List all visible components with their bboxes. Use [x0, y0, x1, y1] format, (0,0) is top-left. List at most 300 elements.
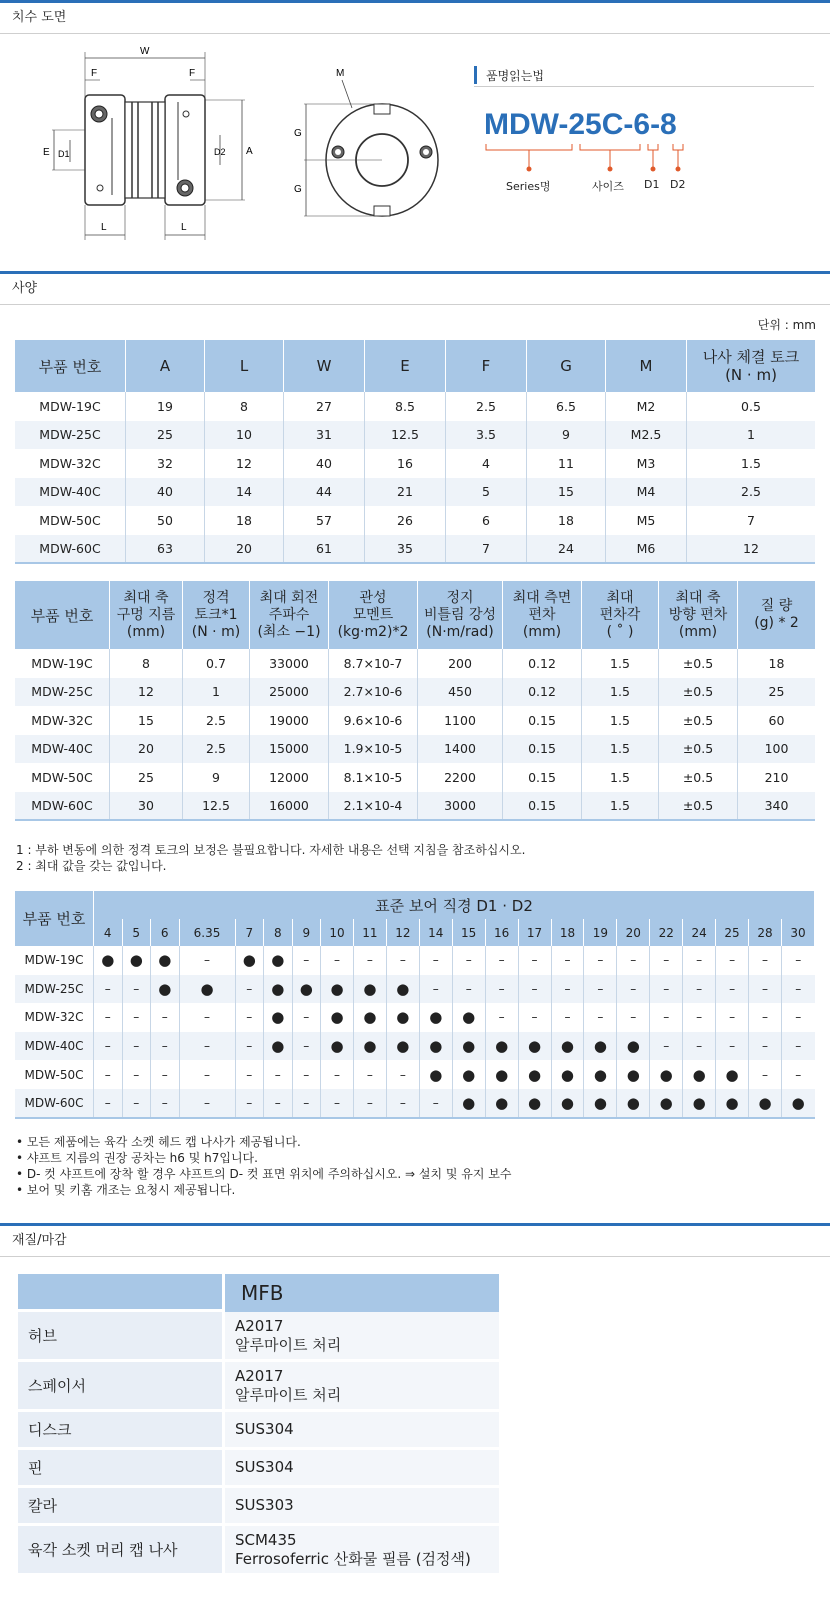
- table-cell: 1.5: [582, 792, 659, 821]
- dim-A: A: [246, 146, 253, 157]
- dim-D2: D2: [214, 147, 226, 157]
- material-row: [18, 1312, 499, 1362]
- table-cell: 63: [126, 535, 205, 564]
- bore-availability-cell: ●: [264, 975, 293, 1004]
- part-code-markers: [474, 142, 814, 182]
- bore-size-header: 8: [264, 919, 293, 946]
- table-row: [15, 1060, 815, 1089]
- material-value: [225, 1526, 499, 1576]
- section-drawing-header: [0, 0, 830, 34]
- bore-availability-cell: –: [716, 946, 749, 975]
- col-header: 최대 회전 주파수 (최소 −1): [250, 581, 329, 649]
- note-item: • D- 컷 샤프트에 장착 할 경우 샤프트의 D- 컷 표면 위치에 주의하십시오. ⇒ 설치 및 유지 보수: [16, 1167, 512, 1181]
- bore-availability-cell: ●: [518, 1060, 551, 1089]
- bore-availability-cell: –: [235, 1032, 264, 1061]
- bore-size-header: 24: [683, 919, 716, 946]
- bore-size-header: 20: [617, 919, 650, 946]
- unit-label: 단위 : mm: [757, 318, 816, 332]
- table-cell: 9: [183, 763, 250, 792]
- table-cell: 2.5: [183, 735, 250, 764]
- bore-availability-cell: –: [94, 1032, 123, 1061]
- table-row: [15, 792, 815, 821]
- table-cell: 25: [126, 421, 205, 450]
- table-cell: 16: [365, 449, 446, 478]
- bore-availability-cell: –: [386, 946, 419, 975]
- table-cell: 2.5: [183, 706, 250, 735]
- dim-G-top: G: [294, 128, 302, 139]
- material-value: [225, 1362, 499, 1412]
- bore-availability-cell: –: [716, 1003, 749, 1032]
- table-cell: 340: [738, 792, 816, 821]
- bore-availability-cell: ●: [584, 1032, 617, 1061]
- dim-G-bottom: G: [294, 184, 302, 195]
- col-header: 나사 체결 토크 (N · m): [702, 348, 800, 384]
- table-row: [15, 706, 815, 735]
- col-header: 부품 번호: [15, 581, 110, 649]
- table-cell: ±0.5: [659, 792, 738, 821]
- material-value-line: A2017: [235, 1366, 284, 1385]
- table-cell: 8: [110, 649, 183, 678]
- bore-size-header: 9: [292, 919, 321, 946]
- table-row: [15, 392, 815, 421]
- table-cell: 16000: [250, 792, 329, 821]
- bore-availability-cell: ●: [179, 975, 235, 1004]
- bore-availability-cell: –: [264, 1060, 293, 1089]
- bore-availability-cell: ●: [452, 1060, 485, 1089]
- table-cell: 6: [446, 506, 527, 535]
- dim-L-right: L: [181, 222, 187, 233]
- part-number-cell: MDW-32C: [15, 1003, 94, 1032]
- bore-size-header: 18: [551, 919, 584, 946]
- table-cell: ±0.5: [659, 735, 738, 764]
- material-row: [18, 1362, 499, 1412]
- bore-size-header: 14: [419, 919, 452, 946]
- bore-availability-cell: –: [749, 1060, 782, 1089]
- table-cell: 1.5: [582, 763, 659, 792]
- bore-availability-cell: –: [419, 1089, 452, 1118]
- bore-availability-cell: –: [749, 946, 782, 975]
- bore-availability-cell: ●: [551, 1060, 584, 1089]
- table-row: [15, 946, 815, 975]
- bore-availability-cell: ●: [716, 1089, 749, 1118]
- bore-availability-cell: –: [386, 1060, 419, 1089]
- bore-availability-cell: ●: [650, 1060, 683, 1089]
- dim-M: M: [336, 68, 345, 79]
- table-row: [15, 975, 815, 1004]
- table-cell: 15000: [250, 735, 329, 764]
- bore-availability-cell: –: [716, 1032, 749, 1061]
- table-cell: 15: [110, 706, 183, 735]
- table-cell: ±0.5: [659, 763, 738, 792]
- bore-availability-cell: ●: [485, 1060, 518, 1089]
- notes-general: [16, 1134, 511, 1198]
- table-row: [15, 506, 815, 535]
- table-cell: 25: [110, 763, 183, 792]
- part-number-cell: MDW-50C: [15, 1060, 94, 1089]
- bore-availability-cell: –: [518, 975, 551, 1004]
- bore-availability-cell: ●: [419, 1032, 452, 1061]
- table-cell: 30: [110, 792, 183, 821]
- table-cell: 2.5: [446, 392, 527, 421]
- table-cell: 35: [365, 535, 446, 564]
- table-cell: 2.7×10-6: [329, 678, 418, 707]
- table-row: [15, 1089, 815, 1118]
- table-cell: 3.5: [446, 421, 527, 450]
- coupling-side-view-drawing: [40, 40, 270, 250]
- bore-availability-cell: ●: [235, 946, 264, 975]
- table-cell: 33000: [250, 649, 329, 678]
- bore-availability-cell: ●: [584, 1089, 617, 1118]
- table-cell: 200: [418, 649, 503, 678]
- bore-availability-cell: –: [781, 975, 814, 1004]
- table-cell: 9: [527, 421, 606, 450]
- bore-availability-cell: ●: [617, 1032, 650, 1061]
- material-row: [18, 1450, 499, 1488]
- material-value: [225, 1312, 499, 1362]
- bore-availability-cell: ●: [683, 1060, 716, 1089]
- bore-availability-cell: ●: [584, 1060, 617, 1089]
- bore-availability-cell: –: [551, 975, 584, 1004]
- table-cell: 19000: [250, 706, 329, 735]
- table-row: [15, 478, 815, 507]
- table-row: [15, 678, 815, 707]
- bore-availability-cell: –: [151, 1003, 180, 1032]
- performance-table: [15, 581, 815, 821]
- bore-availability-cell: –: [122, 1003, 151, 1032]
- bore-availability-cell: –: [94, 1060, 123, 1089]
- table-cell: 21: [365, 478, 446, 507]
- table-cell: 0.12: [503, 678, 582, 707]
- bore-availability-cell: ●: [518, 1032, 551, 1061]
- bore-availability-cell: –: [353, 946, 386, 975]
- table-cell: 40: [126, 478, 205, 507]
- bore-availability-cell: ●: [353, 1032, 386, 1061]
- material-label: 핀: [18, 1450, 222, 1488]
- bore-availability-cell: –: [419, 975, 452, 1004]
- bore-availability-cell: –: [235, 975, 264, 1004]
- material-label: 허브: [18, 1312, 222, 1362]
- table-cell: ±0.5: [659, 706, 738, 735]
- coupling-front-view-drawing: [290, 60, 460, 220]
- bore-availability-cell: ●: [518, 1089, 551, 1118]
- bore-availability-cell: –: [122, 1089, 151, 1118]
- material-header: MFB: [225, 1274, 499, 1312]
- bore-availability-cell: ●: [321, 1003, 354, 1032]
- bore-availability-cell: –: [650, 946, 683, 975]
- col-header: 정지 비틀림 강성 (N·m/rad): [418, 581, 503, 649]
- col-header: 관성 모멘트 (kg·m2)*2: [329, 581, 418, 649]
- material-row: [18, 1526, 499, 1576]
- bore-availability-cell: –: [151, 1032, 180, 1061]
- bore-availability-cell: ●: [617, 1060, 650, 1089]
- bore-size-header: 19: [584, 919, 617, 946]
- bore-size-header: 15: [452, 919, 485, 946]
- bore-availability-cell: ●: [749, 1089, 782, 1118]
- bore-availability-cell: ●: [292, 975, 321, 1004]
- section-material-header: [0, 1223, 830, 1257]
- bore-size-header: 6.35: [179, 919, 235, 946]
- bore-availability-cell: ●: [781, 1089, 814, 1118]
- table-row: [15, 1032, 815, 1061]
- bore-availability-cell: –: [551, 1003, 584, 1032]
- table-cell: 18: [205, 506, 284, 535]
- bore-availability-cell: –: [353, 1089, 386, 1118]
- table-row: [15, 735, 815, 764]
- table-cell: 3000: [418, 792, 503, 821]
- col-header: L: [205, 340, 284, 392]
- part-number-cell: MDW-19C: [15, 946, 94, 975]
- note-item: • 샤프트 지름의 권장 공차는 h6 및 h7입니다.: [16, 1151, 258, 1165]
- bore-size-header: 6: [151, 919, 180, 946]
- material-value: [225, 1412, 499, 1450]
- bore-availability-cell: –: [151, 1060, 180, 1089]
- table-cell: 15: [527, 478, 606, 507]
- material-value-line: SCM435: [235, 1530, 297, 1549]
- bore-availability-cell: –: [179, 1003, 235, 1032]
- table-row: [15, 1003, 815, 1032]
- table-cell: 14: [205, 478, 284, 507]
- table-row: [15, 449, 815, 478]
- table-cell: 0.15: [503, 763, 582, 792]
- bore-availability-cell: –: [749, 1003, 782, 1032]
- table-cell: 32: [126, 449, 205, 478]
- col-header: W: [284, 340, 365, 392]
- table-cell: MDW-19C: [15, 649, 110, 678]
- bore-availability-cell: –: [419, 946, 452, 975]
- bore-size-header: 30: [781, 919, 814, 946]
- table-cell: MDW-50C: [15, 763, 110, 792]
- bore-availability-cell: –: [321, 1060, 354, 1089]
- table-cell: MDW-60C: [15, 792, 110, 821]
- table-cell: 40: [284, 449, 365, 478]
- part-label-size: 사이즈: [592, 180, 624, 193]
- bore-availability-cell: –: [292, 1060, 321, 1089]
- bore-availability-cell: –: [235, 1089, 264, 1118]
- material-value: [225, 1488, 499, 1526]
- bore-availability-cell: –: [292, 1003, 321, 1032]
- table-cell: MDW-25C: [15, 421, 126, 450]
- bore-availability-cell: –: [179, 1032, 235, 1061]
- table-cell: 2.5: [687, 478, 816, 507]
- table-cell: 12: [110, 678, 183, 707]
- col-header: G: [527, 340, 606, 392]
- bore-availability-cell: –: [264, 1089, 293, 1118]
- table-header-row: [15, 340, 815, 392]
- table-row: [15, 421, 815, 450]
- table-cell: 26: [365, 506, 446, 535]
- table-cell: 11: [527, 449, 606, 478]
- table-cell: 25: [738, 678, 816, 707]
- material-value-line: A2017: [235, 1316, 284, 1335]
- table-cell: MDW-40C: [15, 735, 110, 764]
- bore-availability-cell: –: [650, 975, 683, 1004]
- table-cell: M6: [606, 535, 687, 564]
- dim-F-right: F: [189, 68, 196, 79]
- table-cell: 9.6×10-6: [329, 706, 418, 735]
- table-cell: 1.5: [582, 678, 659, 707]
- col-header: E: [365, 340, 446, 392]
- col-header: 부품 번호: [15, 891, 94, 946]
- table-cell: 50: [126, 506, 205, 535]
- table-cell: 12.5: [183, 792, 250, 821]
- table-header-row: [15, 581, 815, 649]
- bore-availability-cell: –: [452, 975, 485, 1004]
- bore-availability-cell: –: [584, 975, 617, 1004]
- table-cell: 100: [738, 735, 816, 764]
- material-table: [15, 1274, 502, 1576]
- section-title: 재질/마감: [12, 1233, 67, 1248]
- bore-size-header: 4: [94, 919, 123, 946]
- table-cell: 1.5: [582, 706, 659, 735]
- bore-availability-cell: –: [749, 1032, 782, 1061]
- table-cell: 2200: [418, 763, 503, 792]
- table-cell: 5: [446, 478, 527, 507]
- bore-availability-cell: –: [584, 946, 617, 975]
- table-cell: 0.12: [503, 649, 582, 678]
- dim-W: W: [140, 46, 150, 57]
- col-header: 부품 번호: [15, 340, 126, 392]
- table-cell: MDW-40C: [15, 478, 126, 507]
- table-cell: 57: [284, 506, 365, 535]
- table-cell: 44: [284, 478, 365, 507]
- table-cell: 60: [768, 712, 785, 728]
- footnote: 2 : 최대 값을 갖는 값입니다.: [16, 859, 167, 873]
- bore-availability-cell: –: [122, 975, 151, 1004]
- notes-footnotes: [16, 842, 525, 874]
- table-cell: 8.1×10-5: [329, 763, 418, 792]
- bore-availability-cell: –: [292, 1032, 321, 1061]
- material-value-line: SUS303: [235, 1496, 294, 1514]
- material-label: 육각 소켓 머리 캡 나사: [18, 1526, 222, 1576]
- bore-availability-cell: –: [292, 946, 321, 975]
- bore-availability-cell: –: [683, 975, 716, 1004]
- material-value: [225, 1450, 499, 1488]
- material-value-line: SUS304: [235, 1458, 294, 1476]
- table-row: [15, 649, 815, 678]
- bore-availability-cell: ●: [551, 1032, 584, 1061]
- part-label-d1: D1: [644, 178, 660, 191]
- bore-availability-cell: –: [781, 1032, 814, 1061]
- table-cell: 12: [205, 449, 284, 478]
- bore-availability-cell: –: [122, 1060, 151, 1089]
- bore-availability-cell: ●: [264, 946, 293, 975]
- part-number-cell: MDW-40C: [15, 1032, 94, 1061]
- table-cell: 18: [527, 506, 606, 535]
- col-header: M: [606, 340, 687, 392]
- table-cell: ±0.5: [659, 649, 738, 678]
- col-header: 최대 축 방향 편차 (mm): [659, 581, 738, 649]
- dim-D1: D1: [58, 149, 70, 159]
- bore-availability-cell: –: [179, 1089, 235, 1118]
- table-cell: 20: [205, 535, 284, 564]
- table-cell: 1.5: [582, 649, 659, 678]
- bore-availability-cell: –: [94, 1089, 123, 1118]
- table-cell: 0.5: [741, 398, 761, 414]
- bore-availability-cell: ●: [419, 1060, 452, 1089]
- material-row: [18, 1488, 499, 1526]
- bore-size-header: 16: [485, 919, 518, 946]
- bore-availability-cell: ●: [151, 946, 180, 975]
- bore-availability-cell: –: [518, 1003, 551, 1032]
- bore-availability-cell: –: [94, 1003, 123, 1032]
- table-cell: 20: [110, 735, 183, 764]
- table-cell: 1.5: [741, 455, 761, 471]
- dim-L-left: L: [101, 222, 107, 233]
- bore-size-header: 10: [321, 919, 354, 946]
- bore-availability-cell: ●: [386, 975, 419, 1004]
- bore-availability-cell: –: [795, 1067, 802, 1082]
- table-cell: MDW-60C: [15, 535, 126, 564]
- bore-availability-cell: ●: [264, 1003, 293, 1032]
- table-cell: 12000: [250, 763, 329, 792]
- material-row: [18, 1412, 499, 1450]
- bore-availability-cell: –: [485, 1003, 518, 1032]
- table-cell: MDW-25C: [15, 678, 110, 707]
- table-cell: 4: [446, 449, 527, 478]
- table-cell: M2: [606, 392, 687, 421]
- table-cell: 19: [126, 392, 205, 421]
- bore-availability-cell: ●: [386, 1003, 419, 1032]
- table-cell: M3: [606, 449, 687, 478]
- dim-E: E: [43, 147, 50, 158]
- bore-availability-cell: ●: [452, 1003, 485, 1032]
- bore-availability-cell: ●: [419, 1003, 452, 1032]
- dimension-table: [15, 340, 815, 564]
- part-number-cell: MDW-60C: [15, 1089, 94, 1118]
- bore-availability-cell: –: [551, 946, 584, 975]
- table-cell: 450: [418, 678, 503, 707]
- table-cell: 7: [747, 512, 755, 528]
- table-cell: 12.5: [365, 421, 446, 450]
- table-cell: 1.5: [582, 735, 659, 764]
- bore-availability-cell: ●: [551, 1089, 584, 1118]
- table-cell: 0.15: [503, 735, 582, 764]
- bore-availability-cell: ●: [353, 975, 386, 1004]
- bore-size-header: 5: [122, 919, 151, 946]
- bore-availability-cell: –: [386, 1089, 419, 1118]
- bore-availability-cell: –: [617, 975, 650, 1004]
- table-cell: 1: [183, 678, 250, 707]
- col-header: 최대 축 구멍 지름 (mm): [110, 581, 183, 649]
- bore-size-header: 11: [353, 919, 386, 946]
- bore-availability-cell: –: [617, 946, 650, 975]
- table-cell: 1.9×10-5: [329, 735, 418, 764]
- material-label: 디스크: [18, 1412, 222, 1450]
- bore-availability-cell: –: [122, 1032, 151, 1061]
- bore-availability-cell: ●: [452, 1032, 485, 1061]
- footnote: 1 : 부하 변동에 의한 정격 토크의 보정은 불필요합니다. 자세한 내용은 선택 지침을 참조하십시오.: [16, 843, 526, 857]
- bore-availability-cell: ●: [321, 975, 354, 1004]
- table-cell: 8: [205, 392, 284, 421]
- table-cell: M4: [606, 478, 687, 507]
- bore-availability-cell: ●: [650, 1089, 683, 1118]
- bore-availability-cell: ●: [617, 1089, 650, 1118]
- table-cell: 0.15: [503, 706, 582, 735]
- bore-availability-cell: –: [683, 946, 716, 975]
- part-label-d2: D2: [670, 178, 686, 191]
- material-value-line: SUS304: [235, 1420, 294, 1438]
- table-cell: 18: [768, 655, 785, 671]
- bore-availability-cell: –: [617, 1003, 650, 1032]
- table-cell: 24: [527, 535, 606, 564]
- material-label: 칼라: [18, 1488, 222, 1526]
- bore-size-header: 25: [716, 919, 749, 946]
- table-cell: 27: [284, 392, 365, 421]
- bore-availability-cell: –: [749, 975, 782, 1004]
- part-code: MDW-25C-6-8: [484, 108, 677, 141]
- bore-availability-cell: –: [235, 1003, 264, 1032]
- part-label-series: Series명: [506, 180, 551, 193]
